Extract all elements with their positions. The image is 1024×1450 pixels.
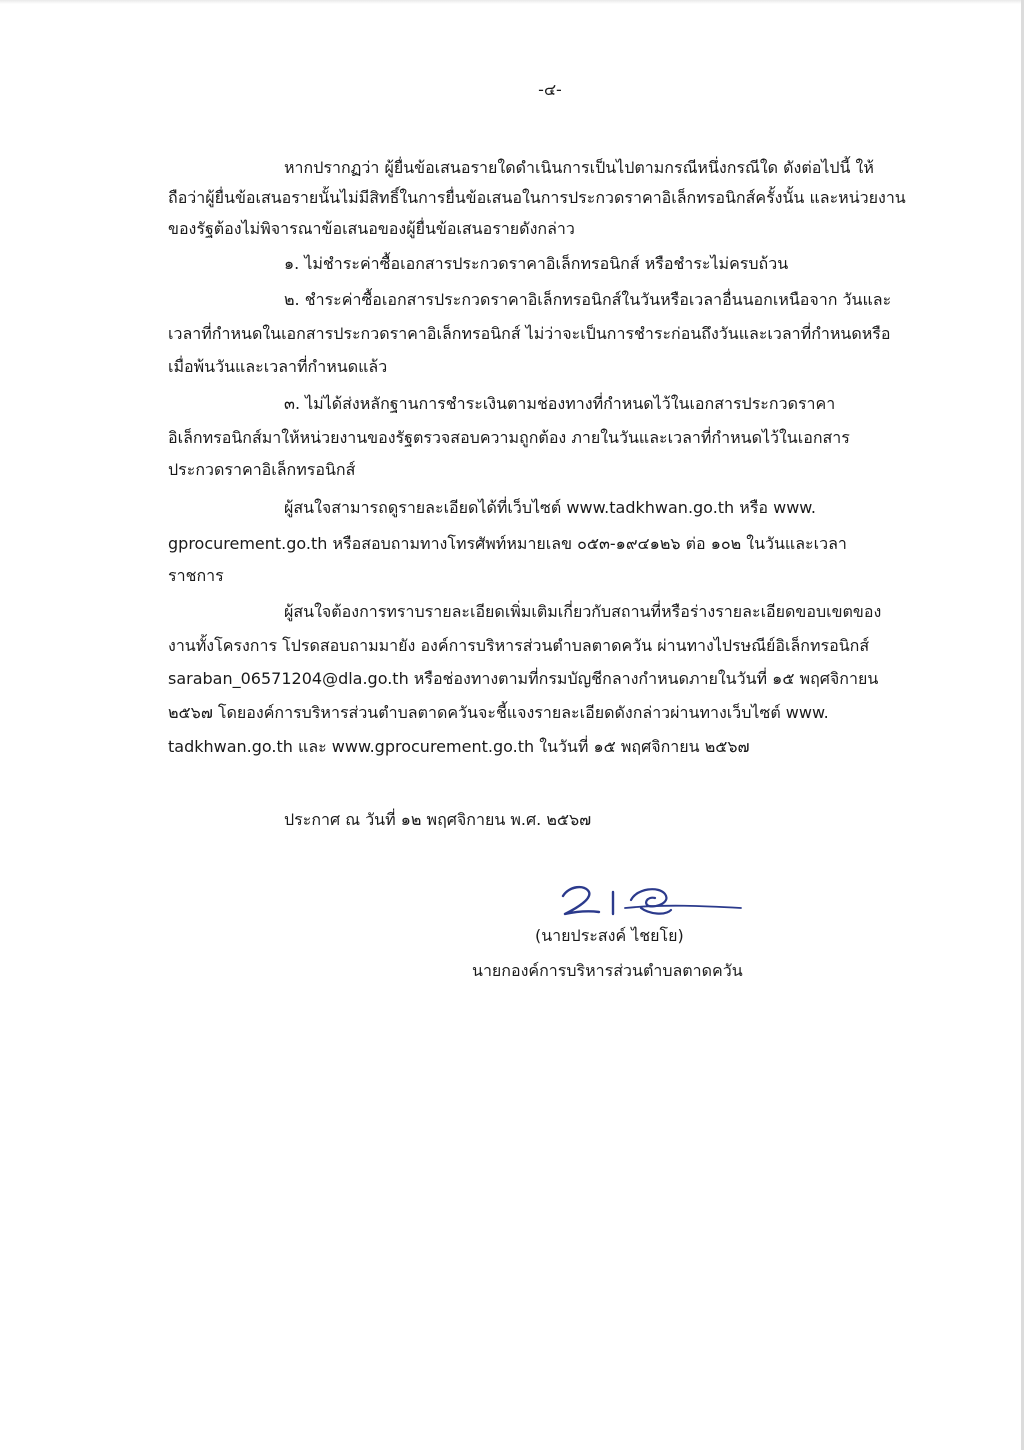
details-line-4: ๒๕๖๗ โดยองค์การบริหารส่วนตำบลตาดควันจะชี้แจงรายละเอียดดังกล่าวผ่านทางเว็บไซต์ www. [168,703,829,722]
item-1: ๑. ไม่ชำระค่าซื้อเอกสารประกวดราคาอิเล็กทรอนิกส์ หรือชำระไม่ครบถ้วน [284,254,789,273]
details-line-3: saraban_06571204@dla.go.th หรือช่องทางตามที่กรมบัญชีกลางกำหนดภายในวันที่ ๑๕ พฤศจิกายน [168,669,879,688]
contact-line-3: ราชการ [168,566,224,585]
signer-name: (นายประสงค์ ไชยโย) [535,926,684,945]
item-2-line-1: ๒. ชำระค่าซื้อเอกสารประกวดราคาอิเล็กทรอนิกส์ในวันหรือเวลาอื่นนอกเหนือจาก วันและ [284,290,892,309]
item-2-line-2: เวลาที่กำหนดในเอกสารประกวดราคาอิเล็กทรอนิกส์ ไม่ว่าจะเป็นการชำระก่อนถึงวันและเวลาที่กำหนดหรือ [168,324,891,343]
intro-line-3: ของรัฐต้องไม่พิจารณาข้อเสนอของผู้ยื่นข้อเสนอรายดังกล่าว [168,219,575,238]
contact-line-1: ผู้สนใจสามารถดูรายละเอียดได้ที่เว็บไซต์ www.tadkhwan.go.th หรือ www. [284,498,816,517]
scan-edge-top [0,0,1024,4]
item-3-line-3: ประกวดราคาอิเล็กทรอนิกส์ [168,460,356,479]
details-line-5: tadkhwan.go.th และ www.gprocurement.go.th ในวันที่ ๑๕ พฤศจิกายน ๒๕๖๗ [168,737,750,756]
intro-line-1: หากปรากฏว่า ผู้ยื่นข้อเสนอรายใดดำเนินการเป็นไปตามกรณีหนึ่งกรณีใด ดังต่อไปนี้ ให้ [284,158,874,177]
signer-title: นายกองค์การบริหารส่วนตำบลตาดควัน [472,961,743,980]
item-3-line-1: ๓. ไม่ได้ส่งหลักฐานการชำระเงินตามช่องทางที่กำหนดไว้ในเอกสารประกวดราคา [284,394,836,413]
announcement-date: ประกาศ ณ วันที่ ๑๒ พฤศจิกายน พ.ศ. ๒๕๖๗ [284,810,592,829]
intro-line-2: ถือว่าผู้ยื่นข้อเสนอรายนั้นไม่มีสิทธิ์ในการยื่นข้อเสนอในการประกวดราคาอิเล็กทรอนิกส์ครั้งนั้น และหน่วยงาน [168,188,906,207]
details-line-1: ผู้สนใจต้องการทราบรายละเอียดเพิ่มเติมเกี่ยวกับสถานที่หรือร่างรายละเอียดขอบเขตของ [284,602,882,621]
item-3-line-2: อิเล็กทรอนิกส์มาให้หน่วยงานของรัฐตรวจสอบความถูกต้อง ภายในวันและเวลาที่กำหนดไว้ในเอกสาร [168,428,850,447]
page-number: -๔- [538,80,562,99]
details-line-2: งานทั้งโครงการ โปรดสอบถามมายัง องค์การบริหารส่วนตำบลตาดควัน ผ่านทางไปรษณีย์อิเล็กทรอนิกส์ [168,636,870,655]
signature-image [555,878,745,924]
contact-line-2: gprocurement.go.th หรือสอบถามทางโทรศัพท์หมายเลข ๐๕๓-๑๙๔๑๒๖ ต่อ ๑๐๒ ในวันและเวลา [168,534,847,553]
item-2-line-3: เมื่อพ้นวันและเวลาที่กำหนดแล้ว [168,357,388,376]
